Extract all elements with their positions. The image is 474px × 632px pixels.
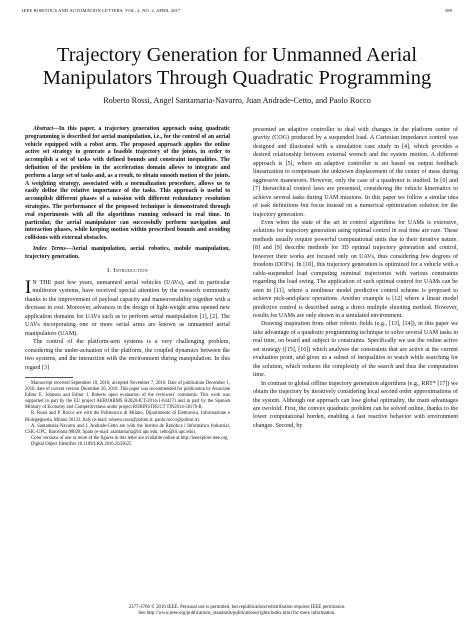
intro-paragraph-2: The control of the platform-arm systems is a very challenging problem, considering the under-actuation of the platform, the coupled dynamics between the two systems, and the interaction with the environment during manipulation. In this regard [3] (25, 339, 230, 371)
footnote-doi: Digital Object Identifier 10.1109/LRA.2016.2633625 (31, 441, 132, 447)
body-paragraph-4: In contrast to global offline trajectory generation algorithms (e.g., RRT* [17]) we obtain the trajectory by iteratively considering local second order approximations of the system. Although our approach can lose global optimality, the main advantages are twofold: First, the convex quadratic problem can be solved online, thanks to the lower computational burden, enabling a fast reactive behavior with environment changes. Second, by (253, 380, 458, 429)
body-paragraph-2: Even when the state of the art in control algorithms for UAMs is extensive, solutions for trajectory generation using optimal control in real time are rare. These methods usually require powerful computational units due to their iterative nature. [8] and [9] describe methods for 3D optimal trajectory generation and control, however their works are focused only on UAVs, thus considering few degrees of freedom (DOFs). In [10], this trajectory generation is optimized for a vehicle with a cable-suspended load computing nominal trajectories with various constraints regarding the load swing. The application of such optimal control for UAMs can be seen in [11], where a nonlinear model predictive control scheme is proposed to achieve pick-and-place operations. Another example is [12] where a linear model predictive control is described using a direct multiple shooting method. However, results for UAMs are only shown in a simulated environment. (253, 219, 458, 319)
index-terms (25, 246, 230, 262)
footnote-affiliation-iri: A. Santamaria-Navarro and J. Andrade-Cetto are with the Institut de Robòtica i Informàtica Industrial, CSIC-UPC, Barcelona 08028, Spain (e-mail: asantamaria@iri.upc.edu; cetto@iri.upc.edu). (25, 423, 230, 435)
index-terms-label: Index Terms (33, 245, 66, 252)
footnote-color-versions: Color versions of one or more of the figures in this letter are available online at http://ieeexplore.ieee.org. (31, 435, 229, 441)
right-column (253, 126, 458, 430)
intro-paragraph-1 (25, 279, 230, 338)
paper-title (0, 44, 474, 90)
abstract-text: —In this paper, a trajectory generation approach using quadratic programming is described for aerial manipulation, i.e., for the control of an aerial vehicle equipped with a robot arm. The proposed approach applies the online active set strategy to generate a feasible trajectory of the joints, in order to accomplish a set of tasks with defined bounds and constraint inequalities. The definition of the problem in the acceleration domain allows to integrate and perform a large set of tasks and, as a result, to obtain smooth motion of the joints. A weighting strategy, associated with a normalization procedure, allows us to easily define the relative importance of the tasks. This approach is useful to accomplish different phases of a mission with different redundancy resolution strategies. The performance of the proposed technique is demonstrated through real experiments with all the algorithms running onboard in real time. In particular, the aerial manipulator can successfully perform navigation and interaction phases, while keeping motion within prescribed bounds and avoiding collisions with external obstacles. (25, 126, 230, 242)
index-terms-text: —Aerial manipulation, aerial robotics, mobile manipulation, trajectory generation. (25, 245, 230, 260)
body-paragraph-3: Drawing inspiration from other robotic fields (e.g., [13], [14]), in this paper we take advantage of a quadratic programming technique to solve several UAM tasks in real time, on board and subject to constraints. Specifically we use the online active set strategy ([15], [16]) which analyses the constraints that are active at the current evaluation point, and gives us a subset of inequalities to watch while searching for the solution, which reduces the complexity of the search and thus the computation time. (253, 321, 458, 379)
copyright-line-2: See http://www.ieee.org/publications_standards/publications/rights/index.html for more information. (138, 611, 336, 617)
section-heading: I. Introduction (107, 266, 148, 274)
title-line-2: Manipulators Through Quadratic Programming (42, 67, 432, 89)
body-paragraph-1: presented an adaptive controller to deal with changes in the platform center of gravity (COG) produced by a suspended load. A Cartesian impedance control was designed and illustrated with a simulation case study in [4], which provides a desired relationship between external wrench and the system motion. A different approach is [5], where an adaptive controller is set based on output feedback linearization to compensate the unknown displacement of the center of mass during aggressive maneuvers. However, only the case of a quadrotor is studied. In [6] and [7] hierarchical control laws are presented, considering the vehicle kinematics to achieve several tasks during UAM missions. In this paper we follow a similar idea of task definitions but focus instead on a numerical optimization solution for the trajectory generation. (253, 127, 458, 218)
drop-cap: I (25, 277, 32, 298)
copyright-notice (0, 605, 474, 618)
running-head (22, 8, 452, 13)
copyright-line-1: 2377-3766 © 2016 IEEE. Personal use is permitted, but republication/redistribution requires IEEE permission. (128, 605, 346, 610)
footnotes (25, 381, 230, 448)
footnote-divider (25, 377, 73, 378)
abstract (25, 126, 230, 243)
abstract-label: Abstract (33, 126, 54, 132)
footnote-manuscript: Manuscript received September 10, 2016; accepted November 7, 2016. Date of publication December 1, 2016; date of current version December 26, 2016. This paper was recommended for publication by Associate Editor E. Johnson and Editor J. Roberts upon evaluation of the reviewers' comments. This work was supported in part by the EU project AEROARMS H2020-ICT-2014-1-644271 and in part by the Spanish Ministry of Economy and Competitiveness under project ROBINSTRUCT TIN2014-58178-R. (25, 380, 230, 411)
title-line-1: Trajectory Generation for Unmanned Aerial (56, 44, 418, 66)
intro-paragraph-1-text: N THE past few years, unmanned aerial vehicles (UAVs), and in particular multirotor systems, have received special attention by the research community thanks to the improvement of payload capacity and maneuverability together with a decrease in cost. Moreover, advances in the design of light-weight arms opened new application domains for UAVs such as to perform aerial manipulation [1], [2]. The UAVs incorporating one or more serial arms are known as unmanned aerial manipulators (UAM). (25, 280, 230, 337)
page-number: 389 (444, 8, 452, 13)
journal-name: IEEE ROBOTICS AND AUTOMATION LETTERS, VOL. 2, NO. 2, APRIL 2017 (22, 8, 181, 13)
footnote-affiliation-polimi: R. Rossi and P. Rocco are with the Politecnico di Milano, Dipartimento di Elettronica, Informazione e Bioingegneria, Milano 20133, Italy (e-mail: roberto.rossi@polimi.it; paolo.rocco@polimi.it). (25, 411, 230, 423)
author-list: Roberto Rossi, Angel Santamaria-Navarro, Juan Andrade-Cetto, and Paolo Rocco (103, 96, 371, 105)
left-column (25, 126, 230, 448)
